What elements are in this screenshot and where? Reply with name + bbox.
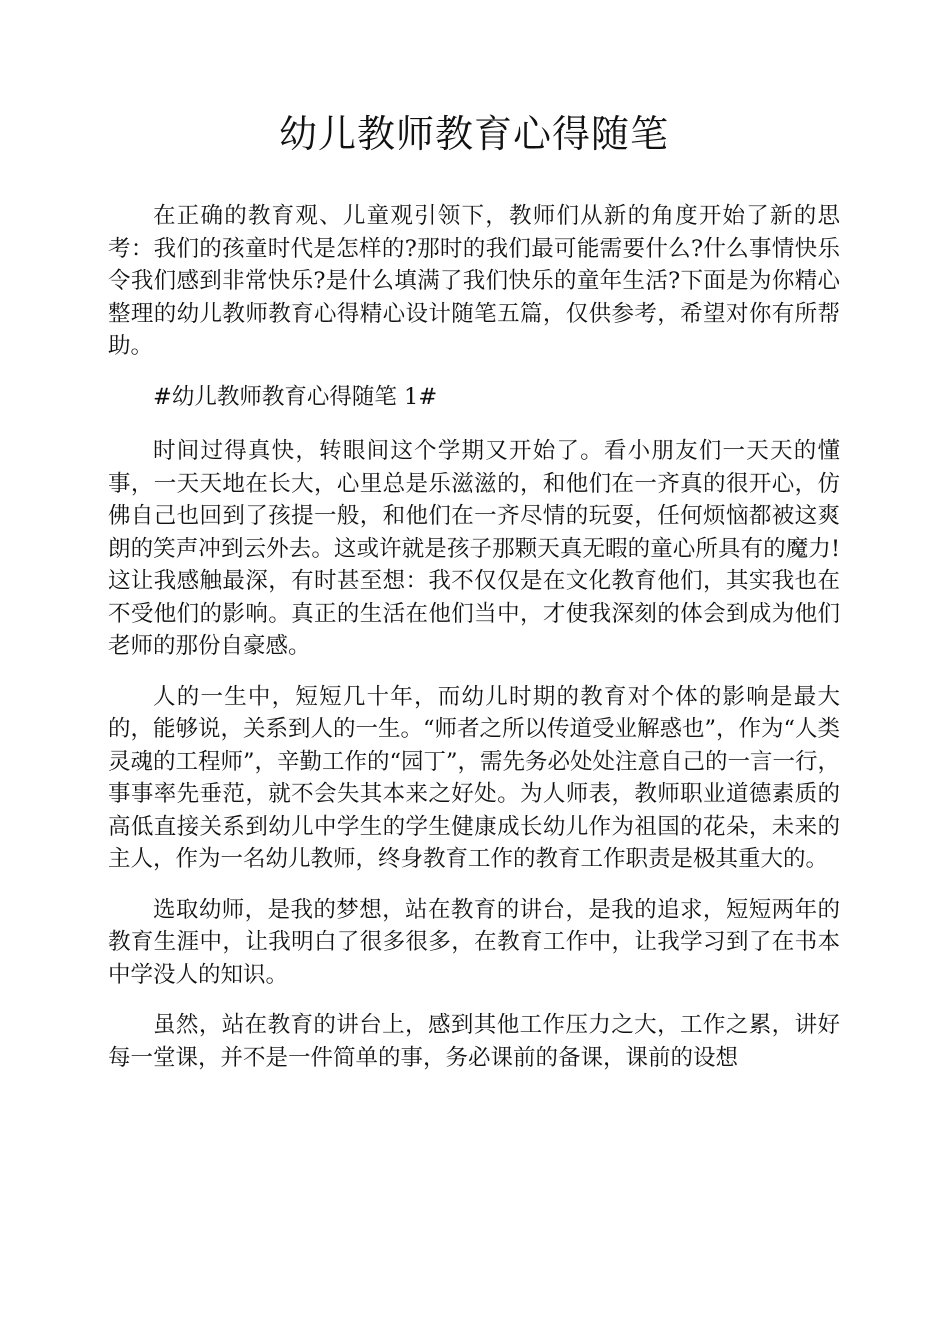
intro-paragraph: 在正确的教育观、儿童观引领下，教师们从新的角度开始了新的思考：我们的孩童时代是怎样的?那时的我们最可能需要什么?什么事情快乐令我们感到非常快乐?是什么填满了我们快乐的童年生活?下面是为你精心整理的幼儿教师教育心得精心设计随笔五篇，仅供参考，希望对你有所帮助。: [108, 203, 840, 359]
body-paragraph: 时间过得真快，转眼间这个学期又开始了。看小朋友们一天天的懂事，一天天地在长大，心里总是乐滋滋的，和他们在一齐真的很开心，仿佛自己也回到了孩提一般，和他们在一齐尽情的玩耍，任何烦恼都被这爽朗的笑声冲到云外去。这或许就是孩子那颗天真无暇的童心所具有的魔力!这让我感触最深，有时甚至想：我不仅仅是在文化教育他们，其实我也在不受他们的影响。真正的生活在他们当中，才使我深刻的体会到成为他们老师的那份自豪感。: [108, 438, 840, 659]
body-paragraph: 选取幼师，是我的梦想，站在教育的讲台，是我的追求，短短两年的教育生涯中，让我明白了很多很多，在教育工作中，让我学习到了在书本中学没人的知识。: [108, 896, 840, 988]
body-paragraph: 人的一生中，短短几十年，而幼儿时期的教育对个体的影响是最大的，能够说，关系到人的一生。“师者之所以传道受业解惑也”，作为“人类灵魂的工程师”，辛勤工作的“园丁”，需先务必处处注意自己的一言一行，事事率先垂范，就不会失其本来之好处。为人师表，教师职业道德素质的高低直接关系到幼儿中学生的学生健康成长幼儿作为祖国的花朵，未来的主人，作为一名幼儿教师，终身教育工作的教育工作职责是极其重大的。: [108, 683, 841, 872]
document-title: 幼儿教师教育心得随笔: [278, 112, 669, 156]
body-paragraph: 虽然，站在教育的讲台上，感到其他工作压力之大，工作之累，讲好每一堂课，并不是一件简单的事，务必课前的备课，课前的设想: [108, 1012, 840, 1071]
section-heading: #幼儿教师教育心得随笔 1#: [153, 383, 438, 410]
